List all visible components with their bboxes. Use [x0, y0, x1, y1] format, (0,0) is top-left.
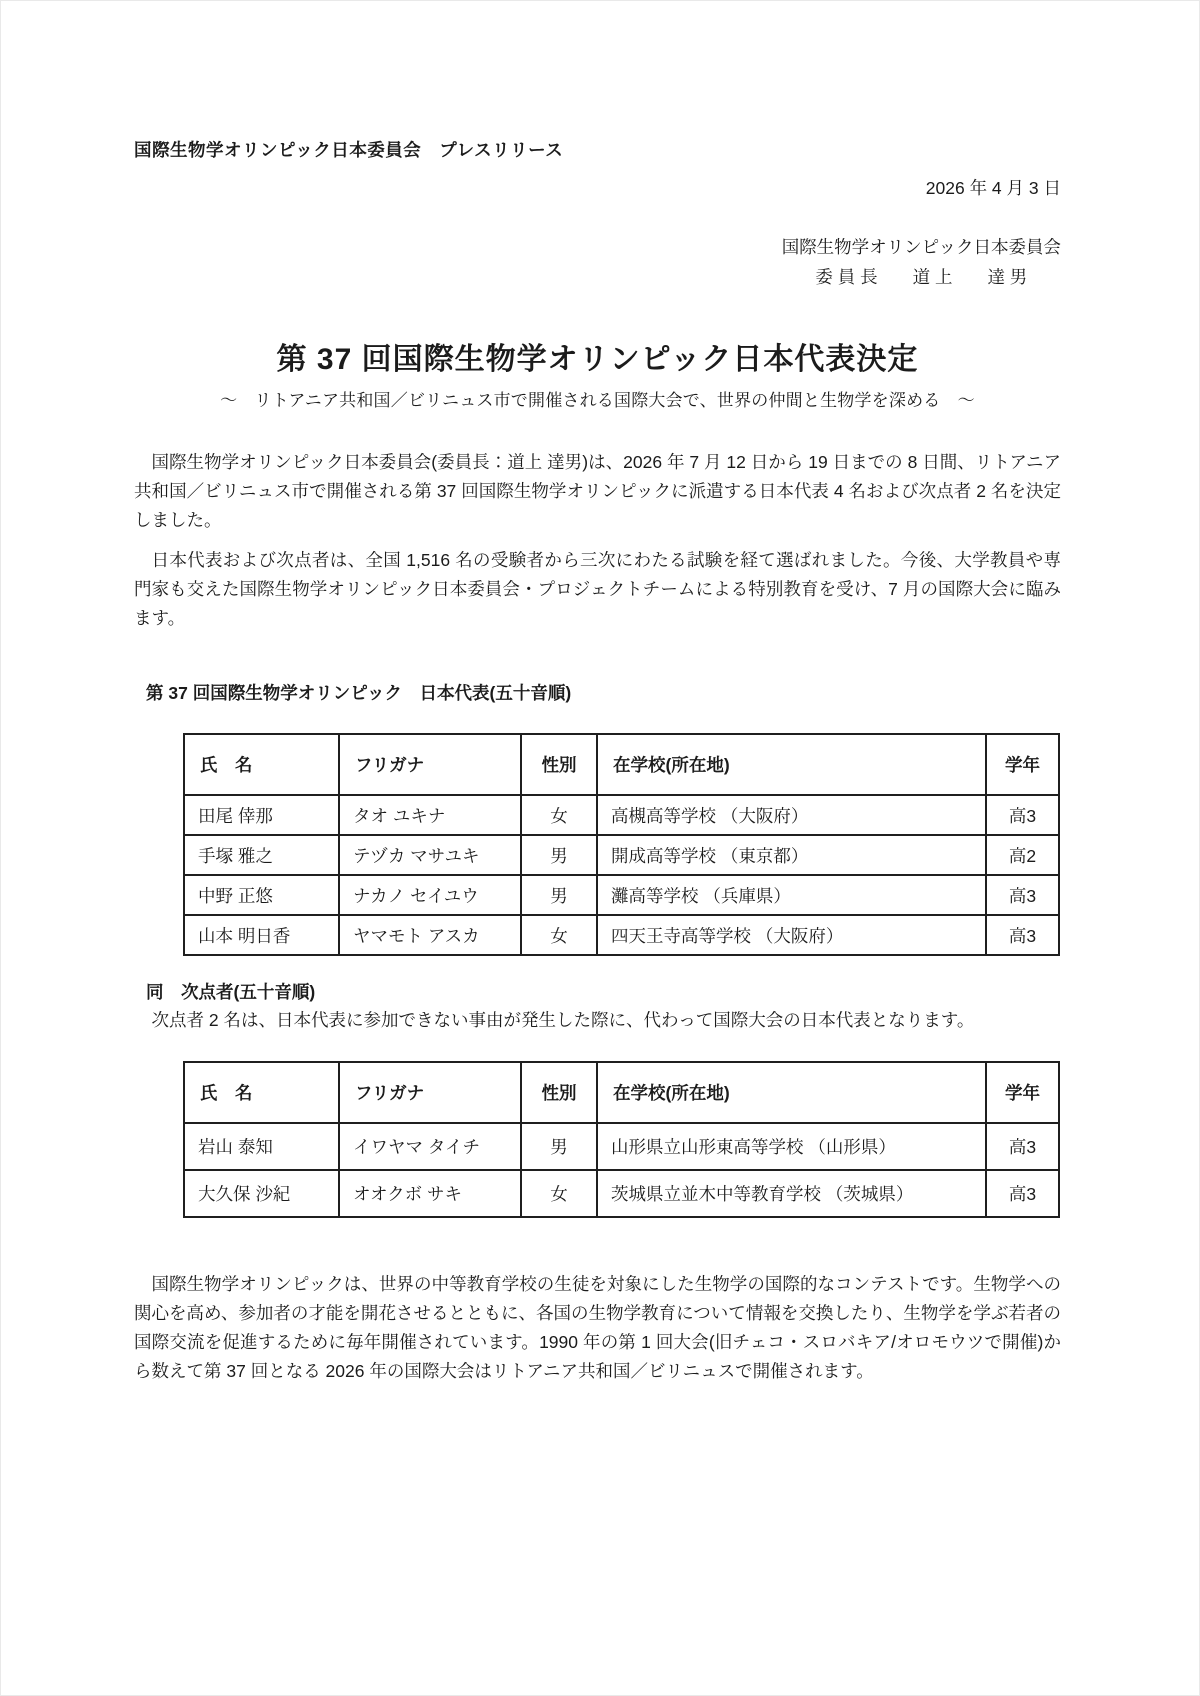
sender-block	[134, 232, 1061, 292]
sender-chair: 委 員 長 道 上 達 男	[815, 267, 1028, 287]
team-table-row	[184, 795, 1059, 835]
cell-gender: 女	[521, 915, 597, 955]
team-table-row	[184, 875, 1059, 915]
sender-organization: 国際生物学オリンピック日本委員会	[781, 237, 1061, 257]
cell-school: 灘高等学校 （兵庫県）	[597, 875, 986, 915]
team-table-caption: 第 37 回国際生物学オリンピック 日本代表(五十音順)	[146, 683, 572, 703]
press-release-label: 国際生物学オリンピック日本委員会 プレスリリース	[134, 140, 564, 160]
document-title: 第 37 回国際生物学オリンピック日本代表決定	[276, 343, 919, 376]
cell-name: 中野 正悠	[184, 875, 339, 915]
alternates-table-header-row	[184, 1062, 1059, 1123]
alternates-table-row	[184, 1170, 1059, 1217]
cell-gender: 女	[521, 795, 597, 835]
intro-paragraph-2: 日本代表および次点者は、全国 1,516 名の受験者から三次にわたる試験を経て選ばれました。今後、大学教員や専門家も交えた国際生物学オリンピック日本委員会・プロジェクトチームによる特別教育を受け、7 月の国際大会に臨みます。	[134, 550, 1061, 628]
cell-grade: 高3	[986, 795, 1059, 835]
cell-school: 四天王寺高等学校 （大阪府）	[597, 915, 986, 955]
col-header-grade: 学年	[986, 734, 1059, 795]
cell-school: 開成高等学校 （東京都）	[597, 835, 986, 875]
cell-gender: 女	[521, 1170, 597, 1217]
cell-name: 大久保 沙紀	[184, 1170, 339, 1217]
cell-gender: 男	[521, 1123, 597, 1170]
cell-name: 岩山 泰知	[184, 1123, 339, 1170]
col-header-name: 氏 名	[184, 734, 339, 795]
cell-gender: 男	[521, 875, 597, 915]
col-header-school: 在学校(所在地)	[597, 1062, 986, 1123]
team-table-row	[184, 835, 1059, 875]
cell-furigana: ナカノ セイユウ	[339, 875, 521, 915]
cell-name: 手塚 雅之	[184, 835, 339, 875]
col-header-furigana: フリガナ	[339, 1062, 521, 1123]
alternates-heading: 同 次点者(五十音順)	[146, 982, 316, 1002]
document-subtitle: ～ リトアニア共和国／ビリニュス市で開催される国際大会で、世界の仲間と生物学を深める ～	[220, 391, 975, 410]
alternates-note: 次点者 2 名は、日本代表に参加できない事由が発生した際に、代わって国際大会の日本代表となります。	[151, 1010, 975, 1030]
cell-furigana: テヅカ マサユキ	[339, 835, 521, 875]
cell-furigana: イワヤマ タイチ	[339, 1123, 521, 1170]
cell-name: 田尾 倖那	[184, 795, 339, 835]
cell-furigana: オオクボ サキ	[339, 1170, 521, 1217]
release-date: 2026 年 4 月 3 日	[925, 178, 1061, 198]
col-header-name: 氏 名	[184, 1062, 339, 1123]
cell-grade: 高2	[986, 835, 1059, 875]
alternates-table	[183, 1061, 1060, 1218]
col-header-gender: 性別	[521, 734, 597, 795]
cell-school: 山形県立山形東高等学校 （山形県）	[597, 1123, 986, 1170]
team-table-row	[184, 915, 1059, 955]
cell-gender: 男	[521, 835, 597, 875]
cell-furigana: タオ ユキナ	[339, 795, 521, 835]
intro-paragraph-1: 国際生物学オリンピック日本委員会(委員長：道上 達男)は、2026 年 7 月 12 日から 19 日までの 8 日間、リトアニア共和国／ビリニュス市で開催される第 37 回国際生物学オリンピックに派遣する日本代表 4 名および次点者 2 名を決定しました。	[134, 452, 1061, 530]
cell-name: 山本 明日香	[184, 915, 339, 955]
col-header-grade: 学年	[986, 1062, 1059, 1123]
cell-grade: 高3	[986, 915, 1059, 955]
cell-grade: 高3	[986, 1123, 1059, 1170]
cell-furigana: ヤマモト アスカ	[339, 915, 521, 955]
closing-paragraph: 国際生物学オリンピックは、世界の中等教育学校の生徒を対象にした生物学の国際的なコンテストです。生物学への関心を高め、参加者の才能を開花させるとともに、各国の生物学教育について情報を交換したり、生物学を学ぶ若者の国際交流を促進するために毎年開催されています。1990 年の第 1 回大会(旧チェコ・スロバキア/オロモウツで開催)から数えて第 37 回となる 2026 年の国際大会はリトアニア共和国／ビリニュスで開催されます。	[134, 1274, 1061, 1381]
col-header-school: 在学校(所在地)	[597, 734, 986, 795]
cell-grade: 高3	[986, 875, 1059, 915]
team-table	[183, 733, 1060, 956]
cell-grade: 高3	[986, 1170, 1059, 1217]
col-header-gender: 性別	[521, 1062, 597, 1123]
team-table-header-row	[184, 734, 1059, 795]
cell-school: 茨城県立並木中等教育学校 （茨城県）	[597, 1170, 986, 1217]
col-header-furigana: フリガナ	[339, 734, 521, 795]
sender-inner	[782, 232, 1061, 292]
alternates-table-row	[184, 1123, 1059, 1170]
cell-school: 高槻高等学校 （大阪府）	[597, 795, 986, 835]
